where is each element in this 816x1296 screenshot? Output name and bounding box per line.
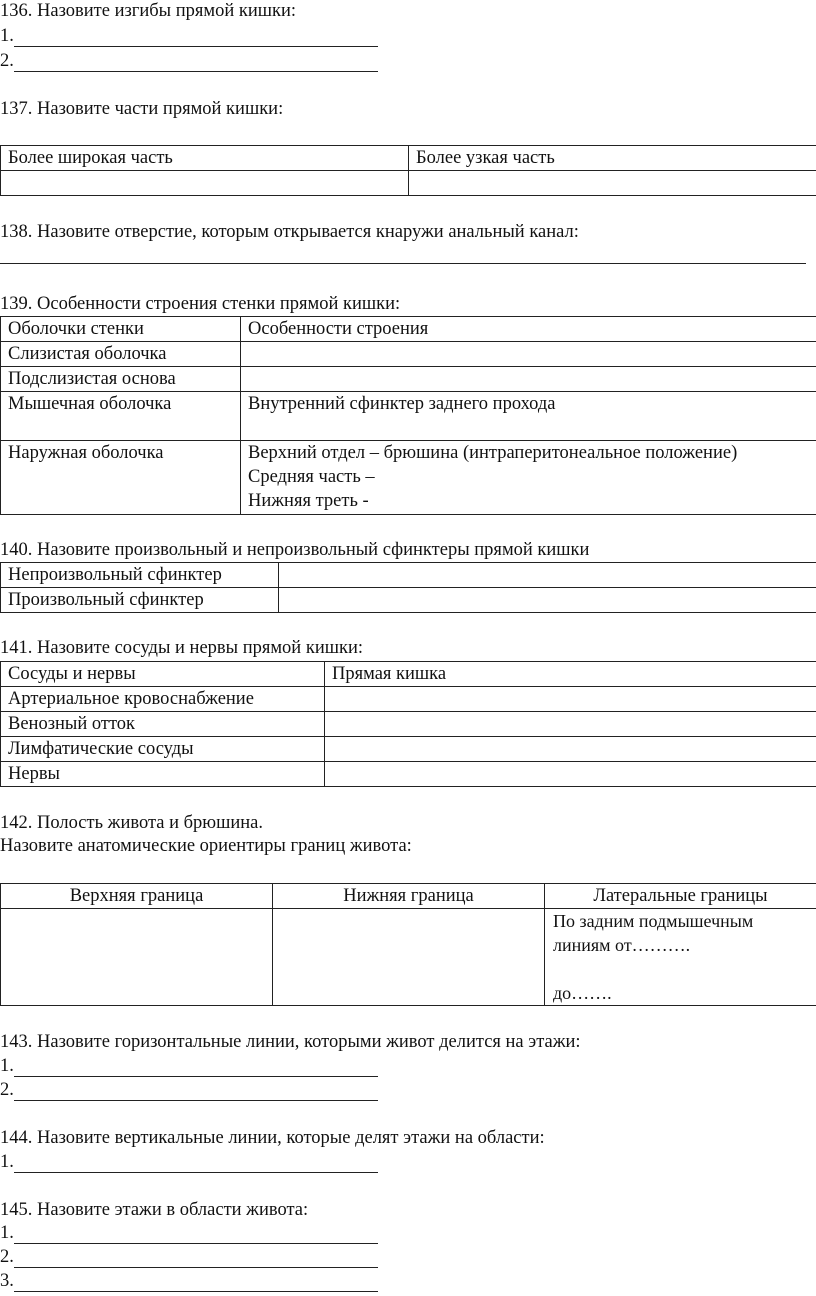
table-header-cell: Более узкая часть (409, 146, 816, 171)
table-row-label: Слизистая оболочка (1, 342, 241, 367)
answer-line[interactable] (14, 1273, 378, 1292)
table-row-label: Мышечная оболочка (1, 392, 241, 441)
answer-line[interactable] (14, 1225, 378, 1244)
q145-answer-3[interactable]: 3. (0, 1270, 378, 1292)
answer-cell[interactable] (325, 762, 816, 787)
answer-cell[interactable] (325, 712, 816, 737)
q141-table (0, 661, 816, 787)
q142-table (0, 883, 816, 1006)
table-row-label: Венозный отток (1, 712, 325, 737)
answer-line[interactable] (14, 53, 378, 72)
q143-title: 143. Назовите горизонтальные линии, которыми живот делится на этажи: (0, 1032, 581, 1052)
answer-line[interactable] (14, 1154, 378, 1173)
table-header-cell: Особенности строения (241, 317, 816, 342)
answer-cell[interactable] (325, 737, 816, 762)
table-cell: Верхний отдел – брюшина (интраперитонеальное положение) Средняя часть – Нижняя треть - (241, 441, 816, 515)
answer-cell[interactable] (1, 909, 273, 1006)
answer-cell[interactable] (279, 563, 816, 588)
q145-answer-2[interactable]: 2. (0, 1246, 378, 1268)
table-header-cell: Более широкая часть (1, 146, 409, 171)
table-row-label: Произвольный сфинктер (1, 588, 279, 613)
q138-answer-line[interactable] (0, 263, 806, 264)
q141-title: 141. Назовите сосуды и нервы прямой кишки: (0, 638, 363, 658)
q140-title: 140. Назовите произвольный и непроизвольный сфинктеры прямой кишки (0, 540, 590, 560)
answer-cell[interactable] (1, 171, 409, 196)
q137-table (0, 145, 816, 196)
q136-answer-2[interactable]: 2. (0, 50, 378, 72)
table-cell: Внутренний сфинктер заднего прохода (241, 392, 816, 441)
q142-subtitle: Назовите анатомические ориентиры границ живота: (0, 836, 412, 856)
table-row-label: Непроизвольный сфинктер (1, 563, 279, 588)
answer-cell[interactable] (241, 342, 816, 367)
answer-cell[interactable] (409, 171, 816, 196)
q138-title: 138. Назовите отверстие, которым открывается кнаружи анальный канал: (0, 222, 579, 242)
q139-table (0, 316, 816, 515)
q136-answer-1[interactable]: 1. (0, 25, 378, 47)
q143-answer-1[interactable]: 1. (0, 1055, 378, 1077)
table-header-cell: Сосуды и нервы (1, 662, 325, 687)
answer-cell[interactable] (279, 588, 816, 613)
answer-line[interactable] (14, 1249, 378, 1268)
table-row-label: Лимфатические сосуды (1, 737, 325, 762)
table-cell[interactable]: По задним подмышечным линиям от………. до……. (545, 909, 816, 1006)
q137-title: 137. Назовите части прямой кишки: (0, 99, 284, 119)
table-row-label: Артериальное кровоснабжение (1, 687, 325, 712)
q144-answer-1[interactable]: 1. (0, 1151, 378, 1173)
q145-answer-1[interactable]: 1. (0, 1222, 378, 1244)
table-row-label: Подслизистая основа (1, 367, 241, 392)
table-header-cell: Латеральные границы (545, 884, 816, 909)
table-row-label: Нервы (1, 762, 325, 787)
answer-cell[interactable] (241, 367, 816, 392)
table-header-cell: Нижняя граница (273, 884, 545, 909)
q145-title: 145. Назовите этажи в области живота: (0, 1200, 309, 1220)
answer-line[interactable] (14, 1082, 378, 1101)
q140-table (0, 562, 816, 613)
answer-cell[interactable] (273, 909, 545, 1006)
q139-title: 139. Особенности строения стенки прямой кишки: (0, 294, 401, 314)
table-header-cell: Оболочки стенки (1, 317, 241, 342)
q144-title: 144. Назовите вертикальные линии, которые делят этажи на области: (0, 1128, 545, 1148)
q142-title: 142. Полость живота и брюшина. (0, 813, 264, 833)
table-header-cell: Верхняя граница (1, 884, 273, 909)
table-row-label: Наружная оболочка (1, 441, 241, 515)
table-header-cell: Прямая кишка (325, 662, 816, 687)
q143-answer-2[interactable]: 2. (0, 1079, 378, 1101)
answer-cell[interactable] (325, 687, 816, 712)
answer-line[interactable] (14, 28, 378, 47)
q136-title: 136. Назовите изгибы прямой кишки: (0, 1, 297, 21)
answer-line[interactable] (14, 1058, 378, 1077)
